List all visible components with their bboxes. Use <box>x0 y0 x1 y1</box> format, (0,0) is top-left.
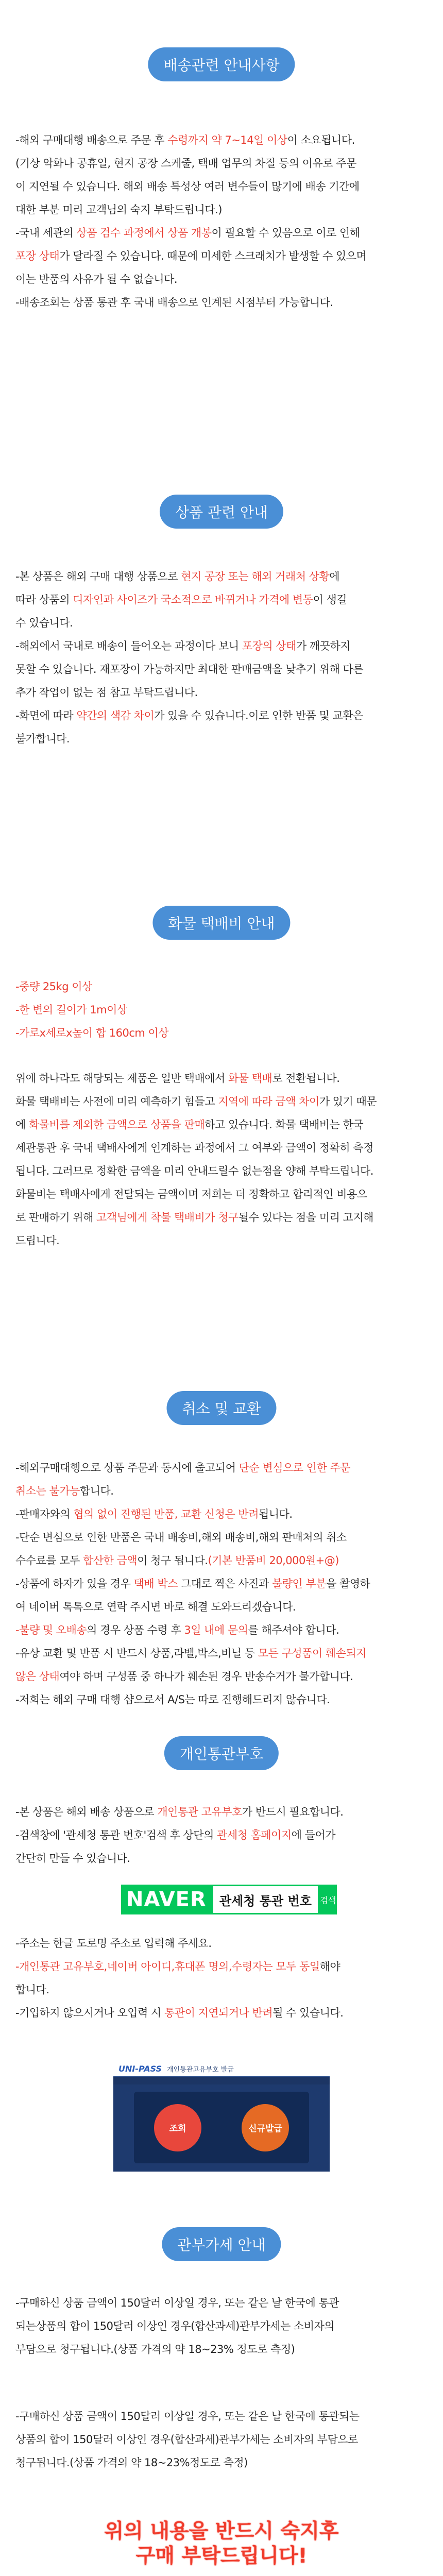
cancel-body <box>15 1456 428 1711</box>
plain-text: -구매하신 상품 금액이 150달러 이상일 경우, 또는 같은 날 한국에 통관되는 <box>15 2410 360 2422</box>
highlight-text: 택배 박스 <box>133 1578 178 1590</box>
plain-text: 못할 수 있습니다. 재포장이 가능하지만 최대한 판매금액을 낮추기 위해 다른 <box>15 663 364 675</box>
shipping-body <box>15 129 428 314</box>
text-line <box>15 268 428 291</box>
highlight-text: 현지 공장 또는 해외 거래처 상황 <box>181 570 330 583</box>
plain-text: 합니다. <box>79 1485 114 1497</box>
naver-search-image <box>121 1885 337 1914</box>
plain-text: (기상 악화나 공휴일, 현지 공장 스케줄, 택배 업무의 차질 등의 이유로 주문 <box>15 157 356 170</box>
text-line <box>15 1596 428 1619</box>
highlight-text: 지역에 따라 금액 차이 <box>218 1095 319 1108</box>
highlight-text: 수령까지 약 7~14일 이상 <box>167 134 287 146</box>
plain-text: 이 생길 <box>313 594 347 606</box>
plain-text: 에 <box>329 570 340 583</box>
highlight-text: 포장의 상태 <box>242 640 296 652</box>
plain-text: -주소는 한글 도로명 주소로 입력해 주세요. <box>15 1937 212 1950</box>
text-line <box>15 1801 428 1824</box>
highlight-text: 화물비를 제외한 금액으로 상품을 판매 <box>28 1118 205 1131</box>
text-line <box>15 565 428 588</box>
product-body <box>15 565 428 751</box>
freight-criterion: -가로x세로x높이 합 160cm 이상 <box>15 1027 169 1039</box>
plain-text: -배송조회는 상품 통관 후 국내 배송으로 인계된 시점부터 가능합니다. <box>15 296 333 309</box>
unipass-logo: UNI-PASS <box>118 2063 162 2074</box>
plain-text: 을 촬영하 <box>326 1578 370 1590</box>
plain-text: 가 깨끗하지 <box>296 640 351 652</box>
text-line <box>15 1480 428 1503</box>
freight-criterion: -중량 25kg 이상 <box>15 980 92 993</box>
freight-section-title: 화물 택배비 안내 <box>152 906 290 940</box>
plain-text: -국내 세관의 <box>15 227 77 239</box>
text-line <box>15 612 428 635</box>
text-line <box>15 1137 428 1160</box>
text-line <box>15 1619 428 1642</box>
naver-logo: NAVER <box>121 1885 212 1914</box>
text-line <box>15 1978 428 2002</box>
plain-text: 의 경우 상품 수령 후 <box>87 1624 184 1636</box>
text-line <box>15 1955 428 1978</box>
plain-text: 됩니다. <box>259 1508 293 1520</box>
plain-text: -화면에 따라 <box>15 709 77 722</box>
plain-text: 가 있을 수 있습니다.이로 인한 반품 및 교환은 <box>154 709 363 722</box>
text-line <box>15 1642 428 1665</box>
naver-search-field: 관세청 통관 번호 <box>212 1885 319 1914</box>
plain-text: -해외에서 국내로 배송이 들어오는 과정이다 보니 <box>15 640 242 652</box>
portal-lookup-button: 조회 <box>154 2104 201 2151</box>
plain-text: 이 소요됩니다. <box>287 134 355 146</box>
text-line <box>15 704 428 727</box>
text-line <box>15 2002 428 2025</box>
text-line <box>15 2292 428 2315</box>
plain-text: 화물비는 택배사에게 전달되는 금액이며 저희는 더 정확하고 합리적인 비용으 <box>15 1188 367 1200</box>
plain-text: 추가 작업이 없는 점 참고 부탁드립니다. <box>15 686 198 699</box>
text-line <box>15 727 428 751</box>
highlight-text: 고객님에게 착불 택배비가 청구 <box>96 1211 238 1224</box>
plain-text: -본 상품은 해외 배송 상품으로 <box>15 1806 158 1818</box>
text-line <box>15 1183 428 1206</box>
text-line <box>15 1688 428 1711</box>
shipping-section-title: 배송관련 안내사항 <box>148 47 295 81</box>
highlight-text: 모든 구성품이 훼손되지 <box>258 1647 366 1659</box>
text-line <box>15 1549 428 1572</box>
plain-text: 에 들어가 <box>291 1829 336 1841</box>
highlight-text: 관세청 홈페이지 <box>217 1829 292 1841</box>
plain-text: 따라 상품의 <box>15 594 73 606</box>
text-line <box>15 129 428 152</box>
freight-criteria <box>15 975 428 1045</box>
plain-text: -저희는 해외 구매 대행 샵으로서 A/S는 따로 진행해드리지 않습니다. <box>15 1693 330 1706</box>
plain-text: 합니다. <box>15 1984 49 1996</box>
cancel-section-title: 취소 및 교환 <box>166 1391 276 1425</box>
text-line <box>15 1160 428 1183</box>
plain-text: -판매자와의 <box>15 1508 74 1520</box>
text-line <box>15 1665 428 1688</box>
highlight-text: -개인통관 고유부호,네이버 아이디,휴대폰 명의,수령자는 모두 동일 <box>15 1960 320 1973</box>
text-line <box>15 1847 428 1870</box>
text-line <box>15 2315 428 2338</box>
highlight-text: 개인통관 고유부호 <box>157 1806 242 1818</box>
freight-body <box>15 1067 428 1252</box>
text-line <box>15 1572 428 1596</box>
plain-text: -해외구매대행으로 상품 주문과 동시에 출고되어 <box>15 1462 239 1474</box>
text-line <box>15 681 428 704</box>
plain-text: 화물 택배비는 사전에 미리 예측하기 힘들고 <box>15 1095 218 1108</box>
plain-text: -검색창에 '관세청 통관 번호'검색 후 상단의 <box>15 1829 217 1841</box>
final-notice <box>0 2519 443 2569</box>
highlight-text: 화물 택배 <box>228 1072 272 1084</box>
plain-text: 이 필요할 수 있음으로 이로 인해 <box>211 227 360 239</box>
plain-text: 이 지연될 수 있습니다. 해외 배송 특성상 여러 변수들이 많기에 배송 기간에 <box>15 180 360 193</box>
text-line <box>15 2338 428 2361</box>
text-line <box>15 1456 428 1480</box>
plain-text: 가 달라질 수 있습니다. 때문에 미세한 스크래치가 발생할 수 있으며 <box>59 250 367 262</box>
plain-text: -구매하신 상품 금액이 150달러 이상일 경우, 또는 같은 날 한국에 통관 <box>15 2297 339 2309</box>
plain-text: 드립니다. <box>15 1234 60 1247</box>
text-line <box>15 2405 428 2428</box>
highlight-text: (기본 반품비 20,000원+@) <box>208 1554 339 1567</box>
plain-text: 여 네이버 톡톡으로 연락 주시면 바로 해결 도와드리겠습니다. <box>15 1601 296 1613</box>
plain-text: 에 <box>15 1118 29 1131</box>
plain-text: -해외 구매대행 배송으로 주문 후 <box>15 134 168 146</box>
duty-body-2 <box>15 2405 428 2475</box>
product-section-title: 상품 관련 안내 <box>160 495 283 529</box>
plain-text: 가 반드시 필요합니다. <box>242 1806 344 1818</box>
plain-text: 부담으로 청구됩니다.(상품 가격의 약 18~23% 정도로 측정) <box>15 2343 295 2355</box>
plain-text: -단순 변심으로 인한 반품은 국내 배송비,해외 배송비,해외 판매처의 취소 <box>15 1531 347 1544</box>
text-line <box>15 1229 428 1252</box>
highlight-text: 취소는 불가능 <box>15 1485 80 1497</box>
plain-text: 를 해주셔야 합니다. <box>248 1624 339 1636</box>
highlight-text: 포장 상태 <box>15 250 60 262</box>
text-line <box>15 588 428 612</box>
plain-text: 간단히 만들 수 있습니다. <box>15 1852 130 1865</box>
text-line <box>15 1932 428 1955</box>
highlight-text: 불량인 부분 <box>271 1578 327 1590</box>
text-line <box>15 1090 428 1113</box>
text-line <box>15 635 428 658</box>
text-line <box>15 1824 428 1847</box>
highlight-text: 단순 변심으로 인한 주문 <box>238 1462 351 1474</box>
text-line <box>15 1067 428 1090</box>
plain-text: 됩니다. 그러므로 정확한 금액을 미리 안내드릴수 없는점을 양해 부탁드립니다. <box>15 1165 373 1177</box>
portal-menu <box>113 2076 330 2084</box>
text-line <box>15 222 428 245</box>
portal-heading: 개인통관고유부호 발급 <box>167 2065 234 2074</box>
portal-issue-button: 신규발급 <box>242 2104 289 2151</box>
plain-text: 될 수 있습니다. <box>272 2007 344 2019</box>
highlight-text: 디자인과 사이즈가 국소적으로 바뀌거나 가격에 변동 <box>73 594 313 606</box>
highlight-text: 합산한 금액 <box>83 1554 138 1567</box>
final-notice-line-1: 위의 내용을 반드시 숙지후 <box>104 2520 339 2543</box>
highlight-text: 약간의 색감 차이 <box>76 709 155 722</box>
text-line <box>15 1526 428 1549</box>
text-line <box>15 2428 428 2451</box>
portal-header <box>113 2061 330 2076</box>
text-line <box>15 1206 428 1229</box>
highlight-text: 통관이 지연되거나 반려 <box>164 2007 273 2019</box>
plain-text: 하고 있습니다. 화물 택배비는 한국 <box>205 1118 364 1131</box>
highlight-text: 3일 내에 문의 <box>184 1624 248 1636</box>
freight-criterion: -한 변의 길이가 1m이상 <box>15 1004 127 1016</box>
text-line <box>15 2451 428 2475</box>
duty-body <box>15 2292 428 2361</box>
highlight-text: -불량 및 오배송 <box>15 1624 87 1636</box>
text-line <box>15 152 428 175</box>
plain-text: 세관통관 후 국내 택배사에게 인계하는 과정에서 그 여부와 금액이 정확히 측정 <box>15 1142 373 1154</box>
highlight-text: 않은 상태 <box>15 1670 60 1683</box>
plain-text: 이는 반품의 사유가 될 수 없습니다. <box>15 273 178 285</box>
plain-text: -본 상품은 해외 구매 대행 상품으로 <box>15 570 181 583</box>
plain-text: 로 전환됩니다. <box>272 1072 340 1084</box>
text-line <box>15 175 428 198</box>
plain-text: 가 있기 때문 <box>319 1095 377 1108</box>
plain-text: 되는상품의 합이 150달러 이상인 경우(합산과세)관부가세는 소비자의 <box>15 2320 335 2332</box>
plain-text: 청구됩니다.(상품 가격의 약 18~23%정도로 측정) <box>15 2456 248 2469</box>
highlight-text: 상품 검수 과정에서 상품 개봉 <box>76 227 212 239</box>
plain-text: -기입하지 않으시거나 오입력 시 <box>15 2007 164 2019</box>
plain-text: 해야 <box>319 1960 340 1973</box>
text-line <box>15 1503 428 1526</box>
text-line <box>15 291 428 314</box>
highlight-text: 협의 없이 진행된 반품, 교환 신청은 반려 <box>73 1508 259 1520</box>
customs-body <box>15 1801 428 1870</box>
text-line <box>15 658 428 681</box>
plain-text: 상품의 합이 150달러 이상인 경우(합산과세)관부가세는 소비자의 부담으로 <box>15 2433 358 2446</box>
plain-text: -유상 교환 및 반품 시 반드시 상품,라벨,박스,비닐 등 <box>15 1647 258 1659</box>
plain-text: 불가합니다. <box>15 733 70 745</box>
text-line <box>15 245 428 268</box>
plain-text: 여야 하며 구성품 중 하나가 훼손된 경우 반송수거가 불가합니다. <box>59 1670 353 1683</box>
plain-text: 수 있습니다. <box>15 617 73 629</box>
final-notice-line-2: 구매 부탁드립니다! <box>135 2545 308 2568</box>
plain-text: 될수 있다는 점을 미리 고지해 <box>238 1211 373 1224</box>
plain-text: 이 청구 됩니다. <box>137 1554 208 1567</box>
portal-main <box>134 2092 309 2163</box>
customs-body-2 <box>15 1932 428 2025</box>
text-line <box>15 1113 428 1137</box>
plain-text: -상품에 하자가 있을 경우 <box>15 1578 134 1590</box>
unipass-portal-image <box>113 2061 330 2172</box>
duty-section-title: 관부가세 안내 <box>162 2227 281 2261</box>
customs-section-title: 개인통관부호 <box>164 1736 279 1770</box>
plain-text: 수수료를 모두 <box>15 1554 83 1567</box>
text-line <box>15 198 428 222</box>
plain-text: 대한 부분 미리 고객님의 숙지 부탁드립니다.) <box>15 204 222 216</box>
plain-text: 그대로 찍은 사진과 <box>177 1578 272 1590</box>
naver-search-button: 검색 <box>319 1885 337 1914</box>
plain-text: 위에 하나라도 해당되는 제품은 일반 택배에서 <box>15 1072 228 1084</box>
plain-text: 로 판매하기 위해 <box>15 1211 97 1224</box>
